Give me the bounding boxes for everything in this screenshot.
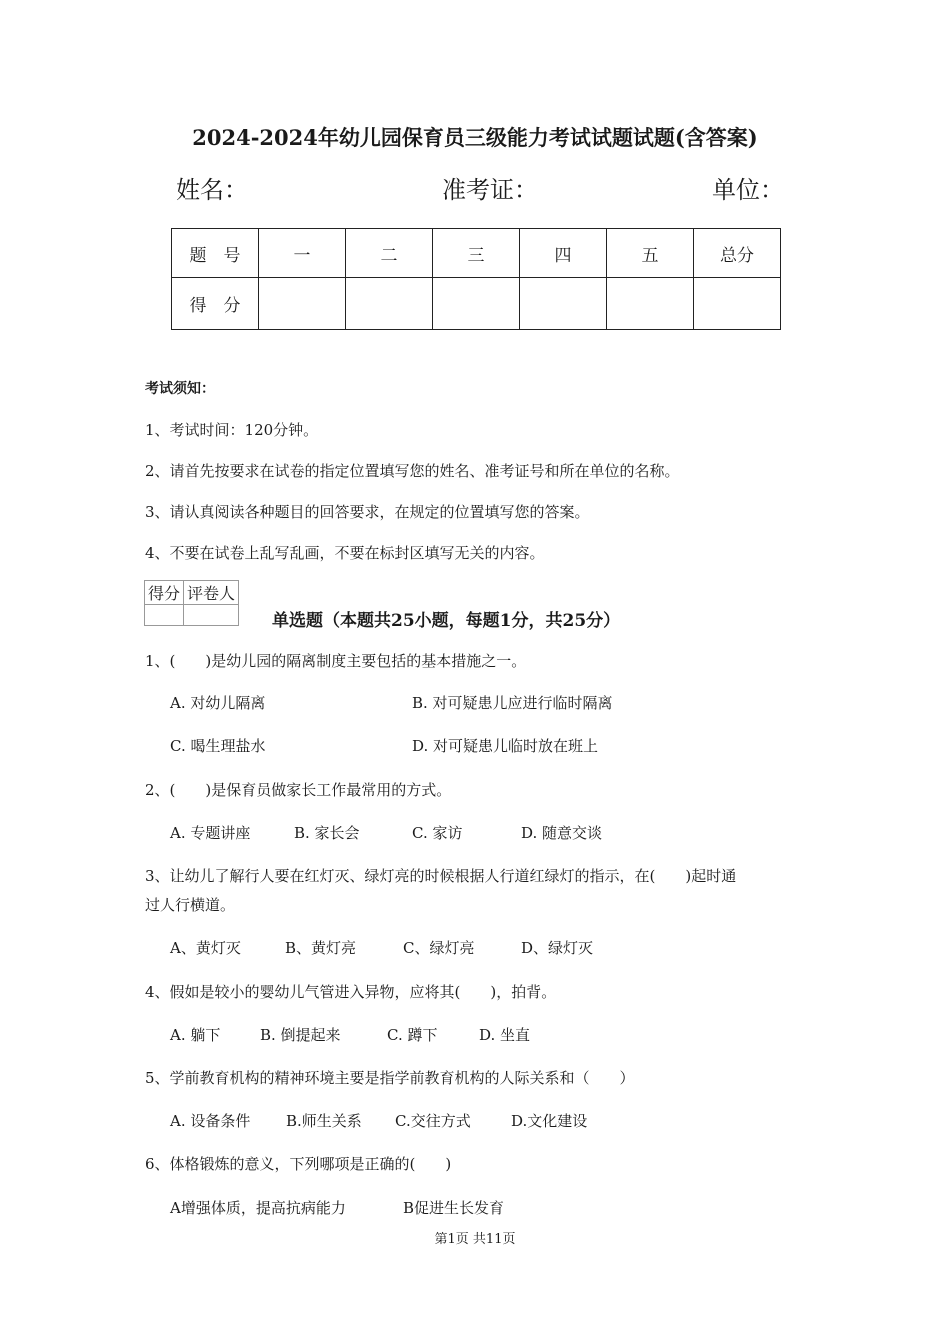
answer-option: A. 专题讲座	[170, 824, 251, 842]
grader-name-label: 评卷人	[184, 581, 239, 605]
question-stem: 4、假如是较小的婴幼儿气管进入异物，应将其( )，拍背。	[145, 983, 557, 1001]
score-entry-cell	[259, 278, 346, 330]
score-table-cell: 总分	[694, 229, 781, 278]
score-table	[171, 228, 781, 330]
score-table-cell: 得 分	[172, 278, 259, 330]
answer-option: D. 随意交谈	[521, 824, 603, 842]
question-stem: 1、( )是幼儿园的隔离制度主要包括的基本措施之一。	[145, 652, 527, 670]
answer-option: D. 对可疑患儿临时放在班上	[412, 737, 599, 755]
score-table-cell: 题 号	[172, 229, 259, 278]
answer-option: C. 家访	[412, 824, 463, 842]
notice-item: 3、请认真阅读各种题目的回答要求，在规定的位置填写您的答案。	[145, 503, 590, 521]
answer-option: B、黄灯亮	[285, 939, 357, 957]
question-stem: 2、( )是保育员做家长工作最常用的方式。	[145, 781, 452, 799]
answer-option: B. 对可疑患儿应进行临时隔离	[412, 694, 613, 712]
grader-score-cell	[145, 605, 184, 626]
score-table-header-row	[172, 229, 781, 278]
answer-option: B促进生长发育	[403, 1199, 505, 1217]
question-stem: 6、体格锻炼的意义，下列哪项是正确的( )	[145, 1155, 452, 1173]
score-entry-cell	[520, 278, 607, 330]
question-stem: 5、学前教育机构的精神环境主要是指学前教育机构的人际关系和（ ）	[145, 1069, 635, 1087]
score-entry-cell	[694, 278, 781, 330]
answer-option: B.师生关系	[286, 1112, 362, 1130]
answer-option: A. 躺下	[170, 1026, 221, 1044]
section-title: 单选题（本题共25小题，每题1分，共25分）	[272, 611, 621, 631]
document-title: 2024-2024年幼儿园保育员三级能力考试试题试题(含答案)	[192, 125, 758, 150]
answer-option: C、绿灯亮	[403, 939, 475, 957]
answer-option: A、黄灯灭	[170, 939, 241, 957]
answer-option: B. 倒提起来	[260, 1026, 341, 1044]
score-entry-cell	[607, 278, 694, 330]
grader-score-label: 得分	[145, 581, 184, 605]
notice-item: 2、请首先按要求在试卷的指定位置填写您的姓名、准考证号和所在单位的名称。	[145, 462, 680, 480]
score-table-cell: 一	[259, 229, 346, 278]
question-stem-continued: 过人行横道。	[145, 896, 236, 914]
answer-option: A. 设备条件	[170, 1112, 251, 1130]
score-table-cell: 三	[433, 229, 520, 278]
grader-box	[144, 580, 239, 626]
grader-name-cell	[184, 605, 239, 626]
answer-option: C.交往方式	[395, 1112, 471, 1130]
score-table-cell: 四	[520, 229, 607, 278]
page-footer: 第1页 共11页	[434, 1232, 516, 1247]
answer-option: A. 对幼儿隔离	[170, 694, 266, 712]
answer-option: A增强体质，提高抗病能力	[170, 1199, 346, 1217]
notice-title: 考试须知：	[145, 381, 215, 397]
score-table-cell: 五	[607, 229, 694, 278]
answer-option: C. 喝生理盐水	[170, 737, 266, 755]
score-table-cell: 二	[346, 229, 433, 278]
question-stem: 3、让幼儿了解行人要在红灯灭、绿灯亮的时候根据人行道红绿灯的指示，在( )起时通	[145, 867, 737, 885]
answer-option: C. 蹲下	[387, 1026, 438, 1044]
answer-option: D、绿灯灭	[521, 939, 594, 957]
unit-label: 单位：	[712, 176, 784, 204]
score-entry-cell	[433, 278, 520, 330]
score-table-score-row	[172, 278, 781, 330]
answer-option: D. 坐直	[479, 1026, 531, 1044]
score-entry-cell	[346, 278, 433, 330]
name-label: 姓名：	[176, 176, 248, 204]
exam-number-label: 准考证：	[442, 176, 538, 204]
answer-option: B. 家长会	[294, 824, 360, 842]
notice-item: 1、考试时间：120分钟。	[145, 421, 319, 439]
notice-item: 4、不要在试卷上乱写乱画，不要在标封区填写无关的内容。	[145, 544, 545, 562]
answer-option: D.文化建设	[511, 1112, 588, 1130]
